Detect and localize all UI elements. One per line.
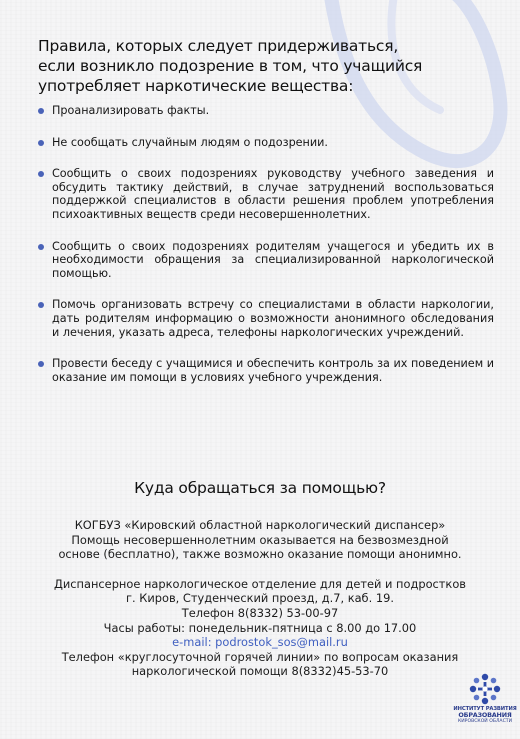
rules-list — [38, 104, 494, 384]
bullet-dot-icon — [38, 140, 44, 146]
title-line: употребляет наркотические вещества: — [38, 77, 354, 95]
rule-text: Помочь организовать встречу со специалистами в области наркологии, дать родителям информацию о возможности анонимного обследования и лечения, указать адреса, телефоны наркологических учреждений. — [52, 298, 494, 339]
title-line: если возникло подозрение в том, что учащийся — [38, 57, 423, 75]
address: г. Киров, Студенческий проезд, д.7, каб. 19. — [126, 591, 394, 606]
bullet-dot-icon — [38, 302, 44, 308]
rule-item — [38, 298, 494, 339]
logo-text: КИРОВСКОЙ ОБЛАСТИ — [457, 719, 513, 724]
bullet-dot-icon — [38, 171, 44, 177]
hotline: Телефон «круглосуточной горячей линии» по вопросам оказания — [61, 649, 459, 664]
email-link[interactable]: e-mail: podrostok_sos@mail.ru — [172, 635, 348, 650]
bullet-dot-icon — [38, 361, 44, 367]
hotline: наркологической помощи 8(8332)45-53-70 — [131, 664, 389, 679]
contact-info — [30, 518, 490, 679]
help-heading: Куда обращаться за помощью? — [134, 479, 386, 497]
title-line: Правила, которых следует придерживаться, — [38, 37, 399, 55]
rule-item — [38, 167, 494, 221]
rule-text: Проанализировать факты. — [52, 104, 210, 117]
institute-logo — [452, 672, 518, 725]
phone: Телефон 8(8332) 53-00-97 — [181, 605, 339, 620]
rule-text: Не сообщать случайным людям о подозрении. — [52, 135, 328, 149]
rule-item — [38, 357, 494, 384]
bullet-dot-icon — [38, 244, 44, 250]
working-hours: Часы работы: понедельник-пятница с 8.00 до 17.00 — [103, 620, 417, 635]
rule-text: Сообщить о своих подозрениях руководству учебного заведения и обсудить тактику действий, в случае затруднений воспользоваться поддержкой специалистов в области решения проблем употребления психоактивных веществ среди несовершеннолетних. — [52, 167, 494, 221]
rule-item — [38, 240, 494, 281]
free-help-note: основе (бесплатно), также возможно оказание помощи анонимно. — [58, 547, 462, 562]
bullet-dot-icon — [38, 108, 44, 114]
rule-text: Сообщить о своих подозрениях родителям учащегося и убедить их в необходимости обращения за специализированной наркологической помощью. — [52, 239, 494, 280]
free-help-note: Помощь несовершеннолетним оказывается на безвозмездной — [71, 532, 449, 547]
page-title — [38, 36, 478, 96]
rule-text: Провести беседу с учащимися и обеспечить контроль за их поведением и оказание им помощи в условиях учебного учреждения. — [52, 357, 494, 384]
flower-logo-icon — [468, 672, 502, 706]
organization-name: КОГБУЗ «Кировский областной наркологический диспансер» — [74, 518, 446, 532]
rule-item — [38, 104, 494, 118]
rule-item — [38, 136, 494, 150]
logo-text: ОБРАЗОВАНИЯ — [458, 711, 512, 719]
department-name: Диспансерное наркологическое отделение для детей и подростков — [53, 576, 466, 591]
logo-text: ИНСТИТУТ РАЗВИТИЯ — [453, 706, 517, 712]
